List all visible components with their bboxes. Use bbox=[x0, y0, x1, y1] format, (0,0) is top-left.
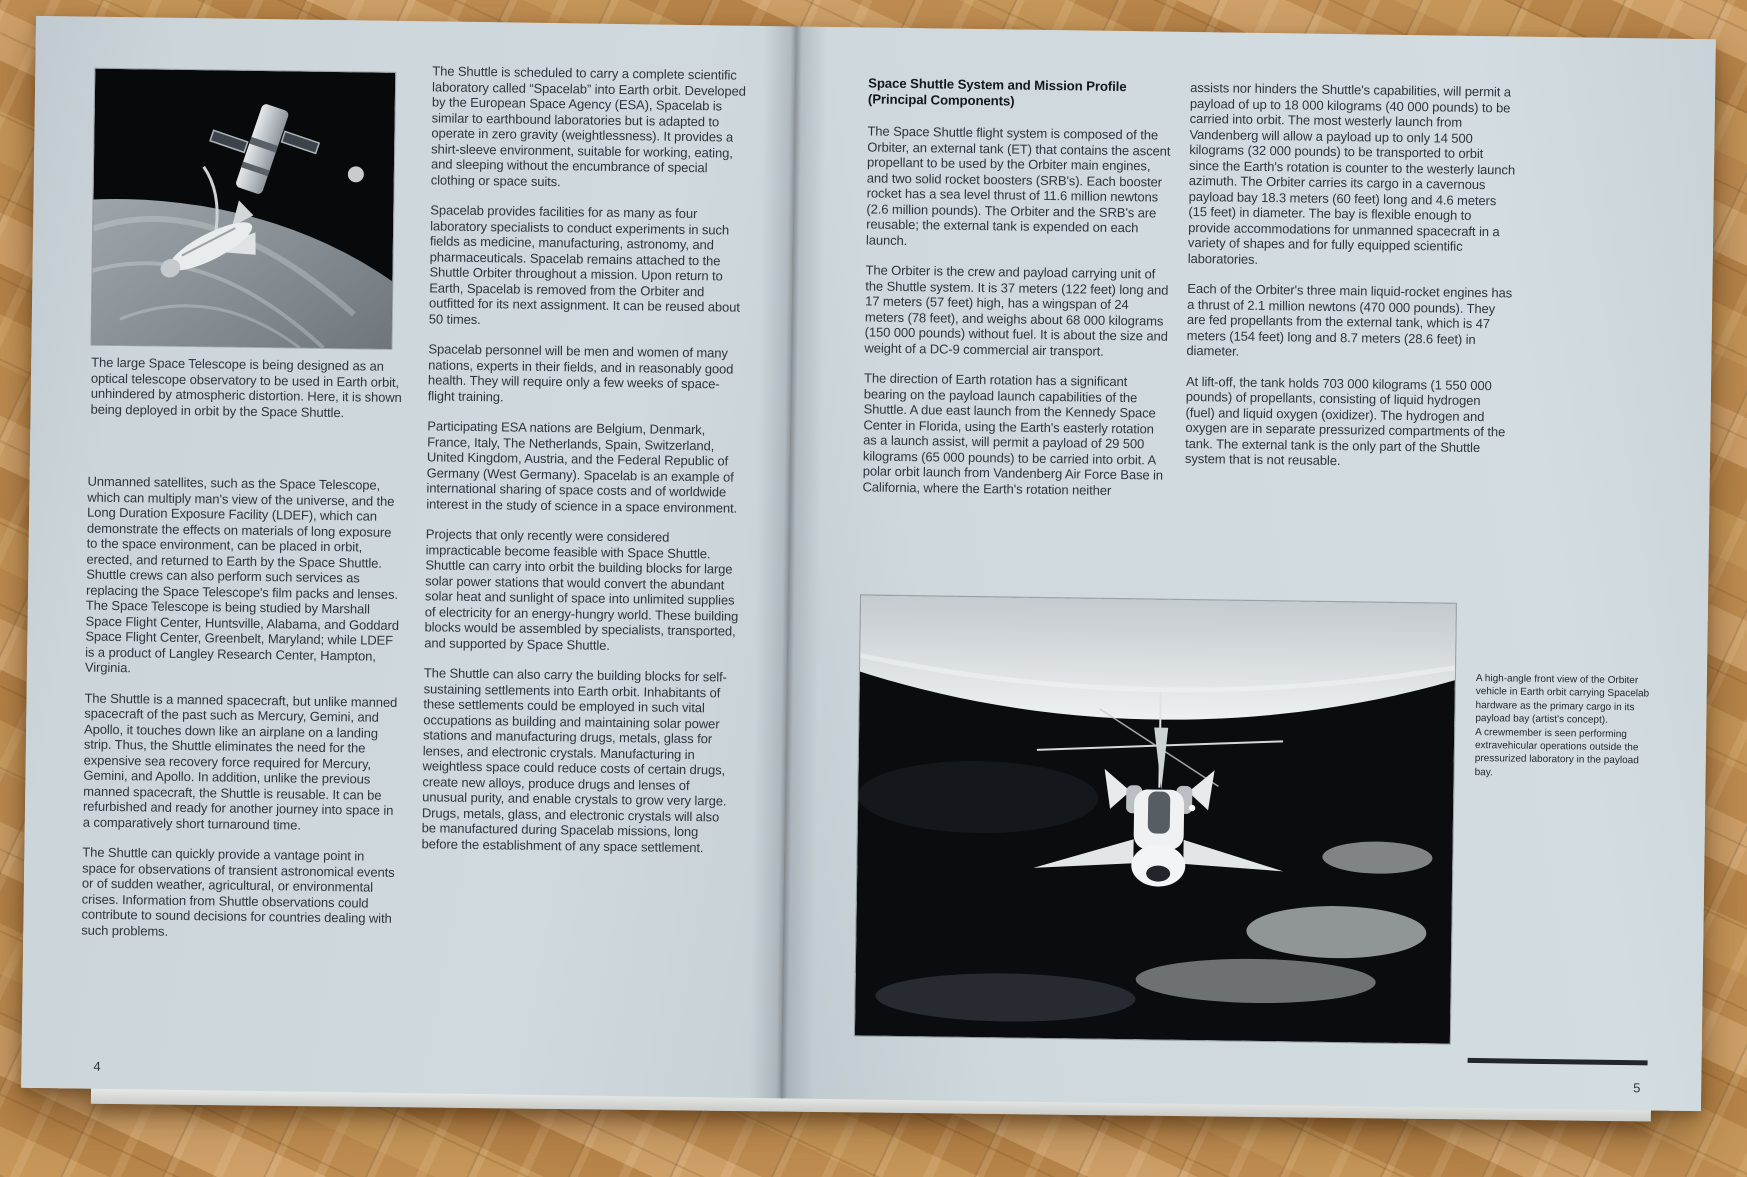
space-telescope-photo-image bbox=[91, 69, 395, 349]
caption-sentence: A high-angle front view of the Orbiter vehicle in Earth orbit carrying Spacelab hardware as the primary cargo in its payload bay (artist's concept). bbox=[1475, 673, 1650, 727]
left-page-column-2 bbox=[421, 63, 746, 870]
page-5 bbox=[781, 26, 1716, 1111]
orbiter-photo-image bbox=[855, 595, 1456, 1043]
section-heading-line2: (Principal Components) bbox=[867, 91, 1015, 109]
orbiter-photo bbox=[855, 595, 1456, 1043]
paragraph: At lift-off, the tank holds 703 000 kilograms (1 550 000 pounds) of propellants, consisting of liquid hydrogen (fuel) and liquid oxygen (oxidizer). The hydrogen and oxygen are in separate pressurized compartments of the tank. The external tank is the only part of the Shuttle system that is not reusable. bbox=[1184, 373, 1506, 469]
section-heading-line1: Space Shuttle System and Mission Profile bbox=[868, 75, 1127, 95]
caption-sentence: A crewmember is seen performing extravehicular operations outside the pressurized laboratory in the payload bay. bbox=[1474, 726, 1639, 779]
paragraph: The direction of Earth rotation has a significant bearing on the payload launch capabilities of the Shuttle. A due east launch from the Kennedy Space Center in Florida, using the Earth's easterly rotation as a launch assist, will permit a payload of 29 500 kilograms (65 000 pounds) to be carried into orbit. A polar orbit launch from Vandenberg Air Force Base in California, where the Earth's rotation neither bbox=[862, 370, 1164, 498]
paragraph: Unmanned satellites, such as the Space Telescope, which can multiply man's view of the universe, and the Long Duration Exposure Facility (LDEF), which can demonstrate the effects on materials of long exposure to the space environment, can be placed in orbit, erected, and returned to Earth by the Space Shuttle. Shuttle crews can also perform such services as replacing the Space Telescope's film packs and lenses. The Space Telescope is being studied by Marshall Space Flight Center, Huntsville, Alabama, and Goddard Space Flight Center, Greenbelt, Maryland; while LDEF is a product of Langley Research Center, Hampton, Virginia. bbox=[84, 473, 400, 676]
paragraph: Spacelab provides facilities for as many as four laboratory specialists to conduct experiments in such fields as medicine, manufacturing, astronomy, and pharmaceuticals. Spacelab remains attached to the Shuttle Orbiter throughout a mission. Upon return to Earth, Spacelab is removed from the Orbiter and outfitted for its next assignment. It can be reused about 50 times. bbox=[428, 202, 740, 327]
horizontal-rule bbox=[1468, 1058, 1648, 1066]
right-page-column-2 bbox=[1185, 80, 1517, 486]
right-page-column-1 bbox=[862, 75, 1172, 513]
page-number: 4 bbox=[93, 1058, 101, 1074]
paragraph: Each of the Orbiter's three main liquid-rocket engines has a thrust of 2.1 million newtons (470 000 pounds). They are fed propellants from the external tank, which is 47 meters (154 feet) long and 8.7 meters (28.6 feet) in diameter. bbox=[1186, 280, 1513, 359]
space-telescope-photo bbox=[91, 69, 395, 349]
paragraph: Spacelab personnel will be men and women of many nations, experts in their fields, and in reasonably good health. They will require only a few weeks of space-flight training. bbox=[427, 341, 734, 404]
brochure-spread bbox=[21, 16, 1716, 1111]
paragraph: The Shuttle can quickly provide a vantage point in space for observations of transient astronomical events or of sudden weather, agricultural, or environmental crises. Information from Shuttle observations could contribute to sound decisions for countries dealing with such problems. bbox=[81, 844, 395, 939]
left-page-column-1 bbox=[81, 474, 404, 957]
page-number: 5 bbox=[1633, 1080, 1641, 1096]
photo-caption: The large Space Telescope is being designed as an optical telescope observatory to be used in Earth orbit, unhindered by atmospheric distortion. Here, it is shown being deployed in orbit by the Space Shuttle. bbox=[90, 354, 402, 420]
paragraph: The Space Shuttle flight system is composed of the Orbiter, an external tank (ET) that contains the ascent propellant to be used by the Orbiter main engines, and two solid rocket boosters (SRB's). Each booster rocket has a sea level thrust of 11.6 million newtons (2.6 million pounds). The Orbiter and the SRB's are reusable; the external tank is expended on each launch. bbox=[865, 123, 1171, 248]
paragraph: assists nor hinders the Shuttle's capabilities, will permit a payload of up to 18 000 kilograms (40 000 pounds) to be carried into orbit. The most westerly launch from Vandenberg will allow a payload up to only 14 500 kilograms (32 000 pounds) to be transported to orbit since the Earth's rotation is counter to the westerly launch azimuth. The Orbiter carries its cargo in a cavernous payload bay 18.3 meters (60 feet) long and 4.6 meters (15 feet) in diameter. The bay is flexible enough to provide accommodations for unmanned spacecraft in a variety of shapes and for fully equipped scientific laboratories. bbox=[1187, 79, 1516, 267]
paragraph: The Shuttle is a manned spacecraft, but unlike manned spacecraft of the past such as Mercury, Gemini, and Apollo, it touches down like an airplane on a landing strip. Thus, the Shuttle eliminates the need for the expensive sea recovery force required for Mercury, Gemini, and Apollo. In addition, unlike the previous manned spacecraft, the Shuttle is reusable. It can be refurbished and ready for another journey into space in a comparatively short turnaround time. bbox=[82, 690, 398, 833]
paragraph: Participating ESA nations are Belgium, Denmark, France, Italy, The Netherlands, Spain, Switzerland, United Kingdom, Austria, and the Federal Republic of Germany (West Germany). Spacelab is an example of international sharing of space costs and of worldwide interest in the study of science in a space environment. bbox=[426, 418, 738, 516]
paragraph: Projects that only recently were considered impracticable become feasible with Space Shuttle. Shuttle can carry into orbit the building blocks for large solar power stations that would convert the abundant solar heat and sunlight of space into unlimited supplies of electricity for an energy-hungry world. These building blocks would be assembled by specialists, transported, and supported by Space Shuttle. bbox=[424, 526, 739, 653]
orbiter-photo-caption bbox=[1475, 672, 1654, 782]
paragraph: The Shuttle is scheduled to carry a complete scientific laboratory called “Spacelab” into Earth orbit. Developed by the European Space Agency (ESA), Spacelab is similar to earthbound laboratories but is adapted to operate in zero gravity (weightlessness). It provides a shirt-sleeve environment, suitable for working, eating, and sleeping without the encumbrance of special clothing or space suits. bbox=[430, 63, 746, 189]
page-4 bbox=[21, 16, 796, 1099]
section-heading bbox=[868, 75, 1172, 111]
paragraph: The Shuttle can also carry the building blocks for self-sustaining settlements into Earth orbit. Inhabitants of these settlements could be employed in such vital occupations as building and maintaining solar power stations and manufacturing drugs, metals, glass for lenses, and electronic crystals. Manufacturing in weightless space could reduce costs of certain drugs, create new alloys, produce drugs and lenses of unusual purity, and enable crystals to grow very large. Drugs, metals, glass, and electronic crystals will also be manufactured during Spacelab missions, long before the establishment of any space settlement. bbox=[421, 665, 727, 855]
paragraph: The Orbiter is the crew and payload carrying unit of the Shuttle system. It is 37 meters (122 feet) long and 17 meters (57 feet) high, has a wingspan of 24 meters (78 feet), and weighs about 68 000 kilograms (150 000 pounds) without fuel. It is about the size and weight of a DC-9 commercial air transport. bbox=[864, 262, 1169, 359]
